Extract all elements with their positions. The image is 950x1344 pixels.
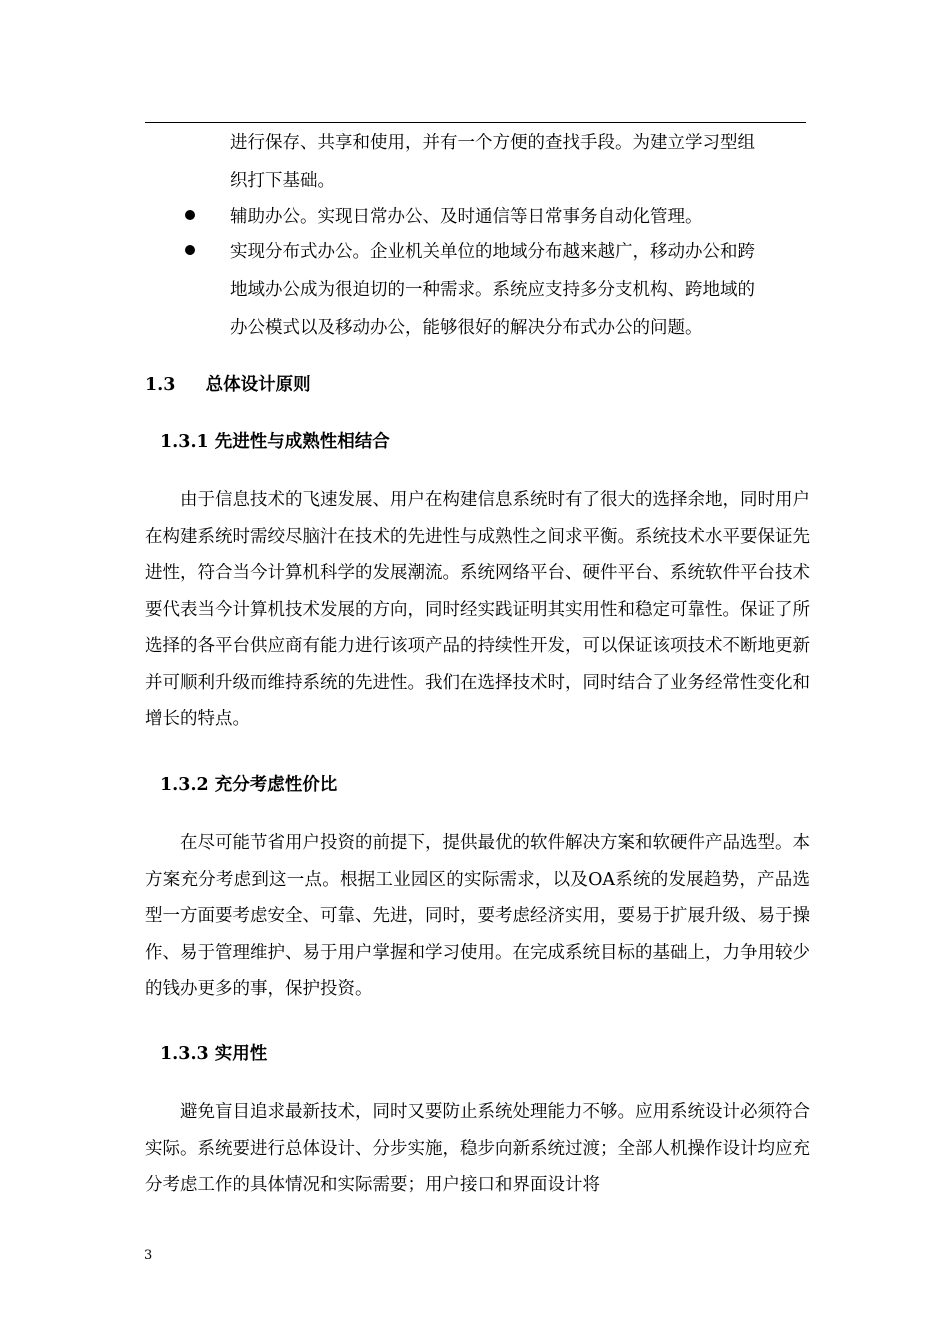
section-title: 总体设计原则: [205, 375, 311, 395]
bullet-1-line-1: 辅助办公。实现日常办公、及时通信等日常事务自动化管理。: [230, 207, 703, 227]
header-rule: [145, 122, 806, 123]
section-number: 1.3: [145, 375, 176, 395]
bullet-2-line-2: 地域办公成为很迫切的一种需求。系统应支持多分支机构、跨地域的: [230, 280, 755, 300]
page-number: 3: [144, 1248, 153, 1263]
continuation-line-2: 织打下基础。: [230, 171, 335, 191]
bullet-dot-2: [185, 245, 195, 255]
bullet-2-line-1: 实现分布式办公。企业机关单位的地域分布越来越广，移动办公和跨: [230, 242, 755, 262]
section-heading: [145, 371, 311, 396]
subsection-body-2: 在尽可能节省用户投资的前提下，提供最优的软件解决方案和软硬件产品选型。本方案充分考虑到这一点。根据工业园区的实际需求，以及OA系统的发展趋势，产品选型一方面要考虑安全、可靠、先进，同时，要考虑经济实用，要易于扩展升级、易于操作、易于管理维护、易于用户掌握和学习使用。在完成系统目标的基础上，力争用较少的钱办更多的事，保护投资。: [145, 833, 810, 999]
continuation-line-1: 进行保存、共享和使用，并有一个方便的查找手段。为建立学习型组: [230, 133, 755, 153]
subsection-heading-2: 1.3.2 充分考虑性价比: [160, 775, 338, 795]
subsection-heading-1: 1.3.1 先进性与成熟性相结合: [160, 432, 390, 452]
bullet-2-line-3: 办公模式以及移动办公，能够很好的解决分布式办公的问题。: [230, 318, 703, 338]
subsection-body-1: 由于信息技术的飞速发展、用户在构建信息系统时有了很大的选择余地，同时用户在构建系统时需绞尽脑汁在技术的先进性与成熟性之间求平衡。系统技术水平要保证先进性，符合当今计算机科学的发展潮流。系统网络平台、硬件平台、系统软件平台技术要代表当今计算机技术发展的方向，同时经实践证明其实用性和稳定可靠性。保证了所选择的各平台供应商有能力进行该项产品的持续性开发，可以保证该项技术不断地更新并可顺利升级而维持系统的先进性。我们在选择技术时，同时结合了业务经常性变化和增长的特点。: [145, 490, 810, 729]
subsection-heading-3: 1.3.3 实用性: [160, 1044, 268, 1064]
bullet-dot-1: [185, 210, 195, 220]
subsection-body-3: 避免盲目追求最新技术，同时又要防止系统处理能力不够。应用系统设计必须符合实际。系统要进行总体设计、分步实施，稳步向新系统过渡；全部人机操作设计均应充分考虑工作的具体情况和实际需要；用户接口和界面设计将: [145, 1102, 810, 1195]
